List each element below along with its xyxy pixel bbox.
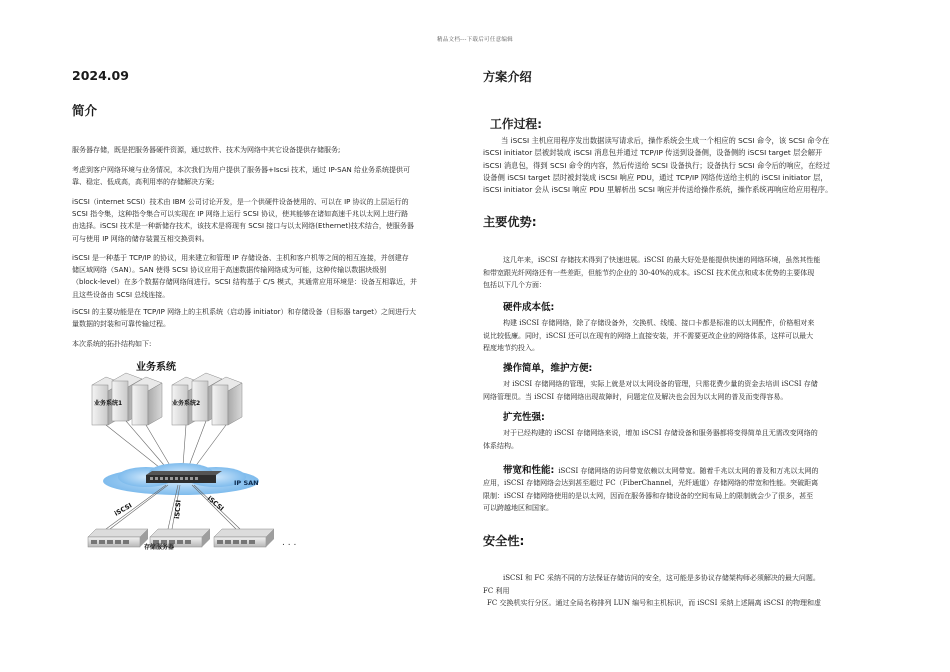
server-tower-group-2 [172, 373, 242, 425]
text-line: iSCSI initiator 层被封装成 iSCSI 消息包并通过 TCP/IP 传送到设备侧，设备侧的 iSCSI target 层会解开 [483, 148, 823, 158]
scalability-heading: 扩充性强: [503, 412, 545, 423]
intro-paragraph-4 [72, 252, 466, 301]
text-line: FC 利用 [483, 586, 510, 595]
hardware-cost-heading: 硬件成本低: [503, 302, 555, 313]
ip-san-label: IP SAN [234, 479, 259, 487]
intro-paragraph-3 [72, 196, 466, 245]
text-line: 本次系统的拓扑结构如下: [72, 340, 152, 348]
text-line: SCSI 指令集，这种指令集合可以实现在 IP 网络上运行 SCSI 协议，使其能够在诸如高速千兆以太网上进行路 [72, 210, 409, 219]
bandwidth-text [483, 477, 883, 515]
text-line: 程度地节约投入。 [483, 344, 539, 352]
text-line: 应用，iSCSI 存储网络会达到甚至超过 FC（FiberChannel，光纤通道）存储网络的带宽和性能。突破距离 [483, 479, 819, 487]
text-line: 构建 iSCSI 存储网络，除了存储设备外，交换机、线缆、接口卡都是标准的以太网配件，价格相对来 [503, 319, 815, 327]
intro-paragraph-6 [72, 338, 466, 350]
text-line: 考虑到客户网络环境与业务情况，本次我们为用户提供了服务器+Iscsi 技术，通过 IP-SAN 给业务系统提供可 [72, 166, 410, 174]
text-line: 当 iSCSI 主机应用程序发出数据读写请求后，操作系统会生成一个相应的 SCSI 命令，该 SCSI 命令在 [501, 136, 830, 145]
text-line: 靠、稳定、低成高，高利用率的存储解决方案; [72, 178, 215, 187]
text-line: 说比较低廉。同时，iSCSI 还可以在现有的网络上直接安装，并不需要更改企业的网络体系，这样可以最大 [483, 331, 814, 340]
text-line: 服务器存储，既是把服务器硬件资源，通过软件、技术为网络中其它设备提供存储服务; [72, 146, 341, 154]
text-line: iSCSI（internet SCSI）技术由 IBM 公司讨论开发，是一个供硬件设备使用的、可以在 IP 协议的上层运行的 [72, 198, 409, 206]
bandwidth-heading: 带宽和性能: [503, 465, 555, 476]
text-line: iSCSI 是一种基于 TCP/IP 的协议，用来建立和管理 IP 存储设备、主机和客户机等之间的相互连接，并创建存 [72, 254, 409, 262]
text-line: 限制：iSCSI 存储网络使用的是以太网，因而在服务器和存储设备的空间布局上的限制就会少了很多，甚至 [483, 491, 814, 500]
solution-heading: 方案介绍 [483, 70, 532, 84]
iscsi-link-label-2: iSCSI [173, 499, 183, 520]
more-servers-ellipsis: . . . [282, 538, 297, 548]
iscsi-link-label-1: iSCSI [113, 501, 134, 518]
text-line: 体系结构。 [483, 441, 518, 450]
intro-heading: 简介 [72, 103, 98, 118]
storage-server-caption: 存储服务器 [144, 544, 175, 551]
iscsi-link-label-3: iSCSI [205, 494, 226, 513]
text-line: iSCSI 和 FC 采纳不同的方法保证存储访问的安全，这可能是多协议存储架构师必须解决的最大问题。 [503, 574, 820, 582]
text-line: 由选择。iSCSI 技术是一种新储存技术，该技术是将现有 SCSI 接口与以太网络(Ethernet)技术结合，使服务器 [72, 222, 414, 231]
intro-paragraph-5 [72, 306, 466, 330]
operation-text [483, 378, 883, 403]
scalability-text [483, 427, 883, 452]
text-line: 对于已经构建的 iSCSI 存储网络来说，增加 iSCSI 存储设备和服务器都将变得简单且无需改变网络的 [503, 429, 818, 437]
text-line: iSCSI 的主要功能是在 TCP/IP 网络上的主机系统（启动器 initiator）和存储设备（目标器 target）之间进行大 [72, 308, 417, 316]
advantages-text [483, 254, 883, 292]
page-header-watermark: 精品文档---下载后可任意编辑 [436, 37, 514, 43]
topology-diagram [86, 359, 316, 555]
security-text [483, 572, 883, 610]
security-heading: 安全性: [483, 534, 525, 548]
advantages-heading: 主要优势: [483, 215, 537, 229]
diagram-title: 业务系统 [136, 362, 176, 373]
text-line: 这几年来，iSCSI 存储技术得到了快速进展。iSCSI 的最大好处是能提供快速的网络环境，虽然其性能 [503, 256, 821, 264]
text-line: 储区域网络（SAN）。SAN 使得 SCSI 协议应用于高速数据传输网络成为可能，这种传输以数据块级别 [72, 266, 387, 275]
storage-server-1 [88, 529, 148, 547]
text-line: iSCSI 消息包，得到 SCSI 命令的内容，然后传送给 SCSI 设备执行；设备执行 SCSI 命令后的响应，在经过 [483, 160, 830, 170]
server-tower-group-1 [92, 373, 162, 425]
text-line: 设备侧 iSCSI target 层时被封装成 iSCSI 响应 PDU，通过 TCP/IP 网络传送给主机的 iSCSI initiator 层， [483, 172, 828, 182]
text-line: 对 iSCSI 存储网络的管理，实际上就是对以太网设备的管理，只需花费少量的资金去培训 iSCSI 存储 [503, 380, 818, 388]
intro-paragraph-2 [72, 164, 466, 188]
intro-paragraph-1 [72, 144, 466, 156]
document-date: 2024.09 [72, 68, 129, 83]
text-line: 且这些设备由 SCSI 总线连接。 [72, 290, 170, 299]
text-line: 网络管理员。当 iSCSI 存储网络出现故障时，问题定位及解决也会因为以太网的普及而变得容易。 [483, 392, 788, 401]
text-line: （block-level）在多个数据存储网络间进行。SCSI 结构基于 C/S 模式，其通常应用环境是：设备互相靠近，并 [72, 278, 417, 287]
operation-heading: 操作简单，维护方便: [503, 363, 593, 374]
text-line: 可以跨越地区和国家。 [483, 504, 553, 512]
text-line: iSCSI 存储网络的访问带宽依赖以太网带宽。随着千兆以太网的普及和万兆以太网的 [558, 467, 819, 475]
system-1-label: 业务系统1 [94, 400, 123, 407]
work-process-heading: 工作过程: [490, 117, 542, 131]
text-line: 量数据的封装和可靠传输过程。 [72, 320, 170, 329]
text-line: 包括以下几个方面： [483, 281, 546, 289]
text-line: 和带宽跟光纤网络还有一些差距，但能节约企业的 30-40%的成本。iSCSI 技术优点和成本优势的主要体现 [483, 268, 815, 277]
storage-server-3 [214, 529, 274, 547]
hardware-cost-text [483, 317, 883, 355]
network-switch [146, 471, 222, 483]
text-line: iSCSI initiator 会从 iSCSI 响应 PDU 里解析出 SCSI 响应并传送给操作系统，操作系统再响应给应用程序。 [483, 185, 833, 195]
text-line: FC 交换机实行分区。通过全局名称排列 LUN 编号和主机标识，而 iSCSI 采纳上述隔离 iSCSI 的物理和虚 [487, 599, 821, 607]
text-line: 可与使用 IP 网络的储存装置互相交换资料。 [72, 234, 209, 243]
bandwidth-section [483, 458, 883, 478]
work-process-text [483, 135, 883, 196]
system-2-label: 业务系统2 [172, 400, 201, 407]
